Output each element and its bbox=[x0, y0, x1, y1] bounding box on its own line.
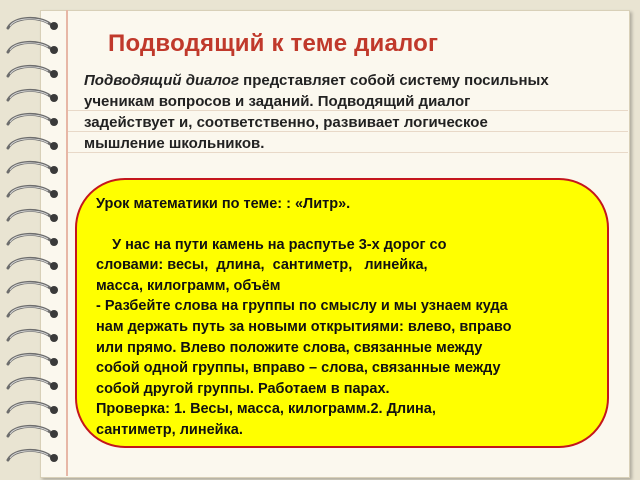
spiral-ring bbox=[8, 66, 50, 76]
spiral-ring bbox=[8, 138, 50, 148]
binding-hole bbox=[50, 430, 58, 438]
slide-title: Подводящий к теме диалог bbox=[108, 30, 439, 57]
spacer bbox=[96, 215, 596, 235]
intro-line1-rest: представляет собой систему посильных bbox=[238, 72, 549, 89]
binding-hole bbox=[50, 238, 58, 246]
intro-paragraph bbox=[84, 70, 620, 154]
spiral-ring bbox=[8, 162, 50, 172]
binding-hole bbox=[50, 454, 58, 462]
lesson-line: нам держать путь за новыми открытиями: влево, вправо bbox=[96, 318, 512, 335]
intro-line bbox=[84, 70, 620, 91]
notebook-spiral-binding bbox=[0, 0, 70, 480]
lesson-heading: Урок математики по теме: : «Литр». bbox=[96, 196, 351, 212]
intro-line: мышление школьников. bbox=[84, 135, 265, 152]
lesson-line: словами: весы, длина, сантиметр, линейка, bbox=[96, 257, 428, 274]
binding-hole bbox=[50, 358, 58, 366]
lesson-callout-text bbox=[96, 194, 596, 441]
spiral-ring bbox=[8, 18, 50, 28]
intro-line: ученикам вопросов и заданий. Подводящий диалог bbox=[84, 93, 471, 110]
binding-hole bbox=[50, 406, 58, 414]
binding-hole bbox=[50, 262, 58, 270]
spiral-ring bbox=[8, 402, 50, 412]
binding-hole bbox=[50, 310, 58, 318]
lesson-line: сантиметр, линейка. bbox=[96, 421, 243, 438]
spiral-ring bbox=[8, 282, 50, 292]
spiral-ring bbox=[8, 450, 50, 460]
lesson-line: собой другой группы. Работаем в парах. bbox=[96, 380, 390, 397]
spiral-ring bbox=[8, 330, 50, 340]
binding-hole bbox=[50, 166, 58, 174]
binding-hole bbox=[50, 70, 58, 78]
spiral-ring bbox=[8, 426, 50, 436]
spiral-ring bbox=[8, 378, 50, 388]
binding-hole bbox=[50, 46, 58, 54]
spiral-ring bbox=[8, 114, 50, 124]
binding-hole bbox=[50, 118, 58, 126]
binding-hole bbox=[50, 94, 58, 102]
spiral-ring bbox=[8, 306, 50, 316]
spiral-ring bbox=[8, 186, 50, 196]
spiral-ring bbox=[8, 234, 50, 244]
intro-term: Подводящий диалог bbox=[84, 72, 239, 89]
binding-hole bbox=[50, 190, 58, 198]
lesson-line: или прямо. Влево положите слова, связанные между bbox=[96, 339, 483, 356]
lesson-line: масса, килограмм, объём bbox=[96, 277, 281, 294]
lesson-line: Проверка: 1. Весы, масса, килограмм.2. Длина, bbox=[96, 401, 436, 418]
binding-hole bbox=[50, 286, 58, 294]
spiral-ring bbox=[8, 258, 50, 268]
binding-hole bbox=[50, 142, 58, 150]
binding-hole bbox=[50, 382, 58, 390]
binding-hole bbox=[50, 334, 58, 342]
lesson-line: - Разбейте слова на группы по смыслу и мы узнаем куда bbox=[96, 298, 508, 315]
spiral-ring bbox=[8, 210, 50, 220]
binding-hole bbox=[50, 214, 58, 222]
lesson-line: У нас на пути камень на распутье 3-х дорог со bbox=[96, 236, 447, 253]
spiral-ring bbox=[8, 354, 50, 364]
binding-hole bbox=[50, 22, 58, 30]
lesson-line: собой одной группы, вправо – слова, связанные между bbox=[96, 360, 501, 377]
spiral-ring bbox=[8, 42, 50, 52]
spiral-ring bbox=[8, 90, 50, 100]
intro-line: задействует и, соответственно, развивает логическое bbox=[84, 114, 488, 131]
